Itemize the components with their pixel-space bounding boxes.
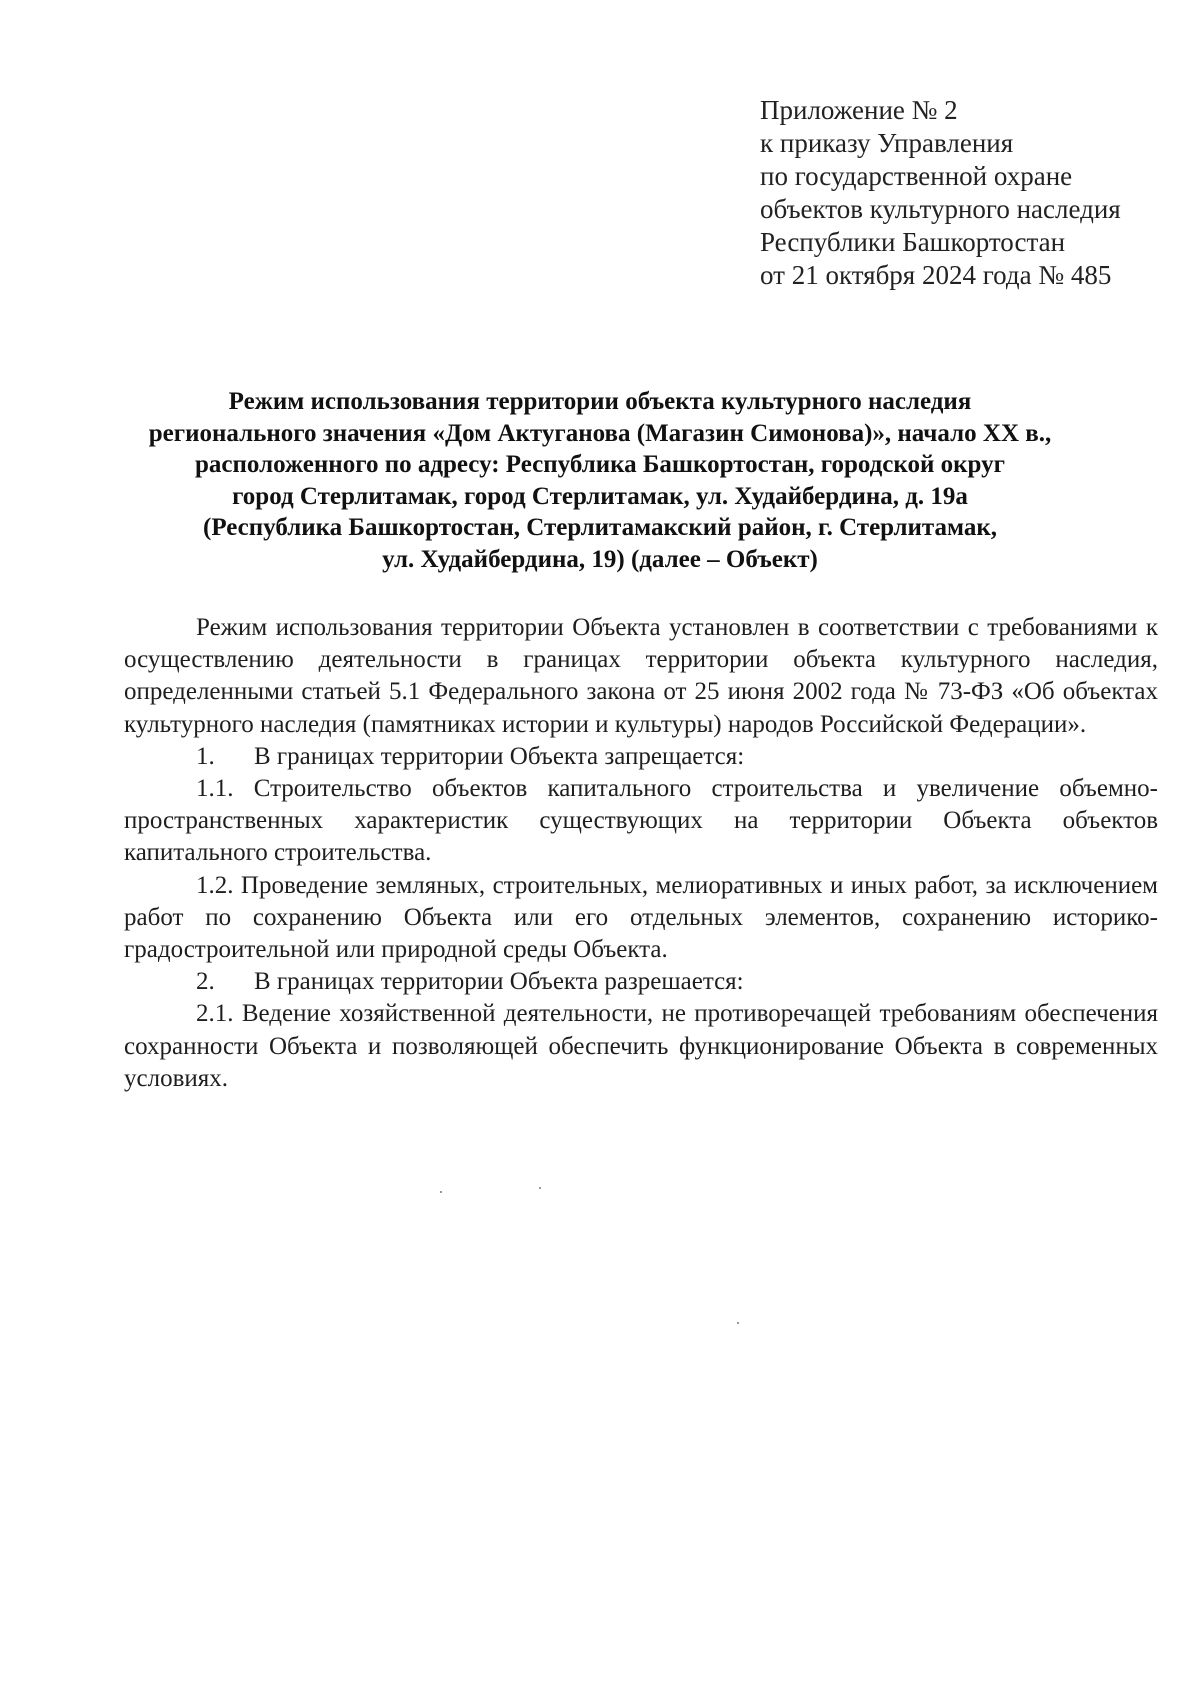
appendix-line: объектов культурного наследия xyxy=(760,194,1121,224)
item-2-1-paragraph: 2.1. Ведение хозяйственной деятельности, не противоречащей требованиям обеспечения сохранности Объекта и позволяющей обеспечить функционирование Объекта в современных условиях. xyxy=(124,1000,1158,1092)
appendix-header xyxy=(760,94,1180,292)
appendix-line: от 21 октября 2024 года № 485 xyxy=(760,260,1112,290)
item-1-2-paragraph: 1.2. Проведение земляных, строительных, мелиоративных и иных работ, за исключением работ по сохранению Объекта или его отдельных элементов, сохранению историко-градостроительной или природной среды Объекта. xyxy=(124,871,1158,964)
appendix-line: Приложение № 2 xyxy=(760,95,958,125)
section-2-text: В границах территории Объекта разрешается: xyxy=(254,968,744,996)
appendix-line: к приказу Управления xyxy=(760,128,1014,158)
title-line: расположенного по адресу: Республика Башкортостан, городской округ xyxy=(195,451,1005,478)
section-1-text: В границах территории Объекта запрещается: xyxy=(254,742,745,770)
title-line: город Стерлитамак, город Стерлитамак, ул. Худайбердина, д. 19а xyxy=(232,482,968,510)
title-line: ул. Худайбердина, 19) (далее – Объект) xyxy=(382,545,818,573)
item-1-1-paragraph: 1.1. Строительство объектов капитального строительства и увеличение объемно-пространственных характеристик существующих на территории Объекта объектов капитального строительства. xyxy=(124,775,1158,867)
title-line: регионального значения «Дом Актуганова (Магазин Симонова)», начало XX в., xyxy=(148,419,1052,447)
section-1-number: 1. xyxy=(196,742,215,770)
section-2-heading xyxy=(124,966,1158,998)
appendix-line: по государственной охране xyxy=(760,161,1073,191)
section-2-number: 2. xyxy=(196,968,215,996)
scan-artifact xyxy=(440,1191,442,1193)
intro-paragraph: Режим использования территории Объекта установлен в соответствии с требованиями к осуществлению деятельности в границах территории объекта культурного наследия, определенными статьей 5.1 Федерального закона от 25 июня 2002 года № 73-ФЗ «Об объектах культурного наследия (памятниках истории и культуры) народов Российской Федерации». xyxy=(124,614,1158,738)
document-body xyxy=(124,612,1158,1095)
section-1-heading xyxy=(124,741,1158,773)
scan-artifact xyxy=(737,1322,739,1324)
document-title xyxy=(100,386,1100,575)
appendix-line: Республики Башкортостан xyxy=(760,227,1066,257)
title-line: Режим использования территории объекта культурного наследия xyxy=(228,388,972,415)
title-line: (Республика Башкортостан, Стерлитамакский район, г. Стерлитамак, xyxy=(203,514,997,541)
scan-artifact xyxy=(539,1187,541,1189)
